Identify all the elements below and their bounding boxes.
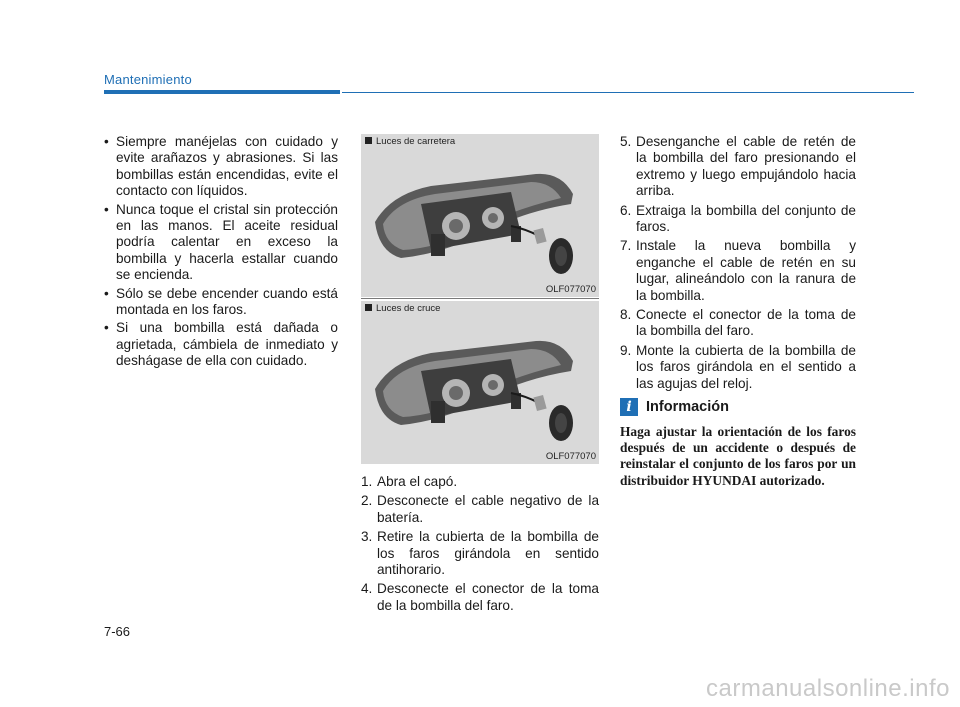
info-header [620,398,856,416]
step-text: Desconecte el cable negativo de la batería. [377,493,599,525]
step-text: Instale la nueva bombilla y enganche el cable de retén en su lugar, alineándolo con la ranura de la bombilla. [636,238,856,303]
step-number: 4. [361,581,373,597]
step-text: Desenganche el cable de retén de la bombilla del faro presionando el extremo y luego empujándolo hacia arriba. [636,134,856,199]
step-item [620,343,856,392]
left-column [104,134,338,372]
step-number: 8. [620,307,632,323]
list-item: • Nunca toque el cristal sin protección en las manos. El aceite residual podría calentar en exceso la bombilla y hacerla estallar cuando se encienda. [104,201,338,283]
square-bullet-icon [365,304,372,311]
step-item [361,581,599,614]
step-item [620,203,856,236]
step-text: Abra el capó. [377,474,458,489]
headlamp-illustration [361,301,599,464]
step-number: 7. [620,238,632,254]
bullet-text: Siempre manéjelas con cuidado y evite arañazos y abrasiones. Si las bombillas están encendidas, evite el contacto con líquidos. [116,134,338,199]
bullet-text: Si una bombilla está dañada o agrietada, cámbiela de inmediato y deshágase de ella con cuidado. [116,320,338,369]
step-item [361,493,599,526]
square-bullet-icon [365,137,372,144]
list-item: • Sólo se debe encender cuando está montada en los faros. [104,285,338,318]
list-item: • Siempre manéjelas con cuidado y evite arañazos y abrasiones. Si las bombillas están encendidas, evite el contacto con líquidos. [104,134,338,199]
section-title: Mantenimiento [104,72,192,87]
header-rule-thin [342,92,914,93]
step-number: 6. [620,202,632,218]
figure-label-text: Luces de carretera [376,136,456,147]
page-number: 7-66 [104,624,131,639]
info-icon: i [620,398,638,416]
info-title: Información [646,399,729,415]
step-number: 1. [361,474,373,489]
step-item [620,238,856,304]
step-item [361,474,599,490]
figure-high-beam [361,134,599,297]
bullet-text: Nunca toque el cristal sin protección en las manos. El aceite residual podría calentar en exceso la bombilla y hacerla estallar cuando se encienda. [116,201,338,283]
step-item [620,307,856,340]
headlamp-illustration [361,134,599,297]
figure-code: OLF077070 [545,451,596,462]
step-number: 2. [361,493,373,509]
step-number: 9. [620,342,632,358]
step-text: Retire la cubierta de la bombilla de los faros girándola en sentido antihorario. [377,529,599,578]
header-rule-thick [104,90,340,94]
step-text: Conecte el conector de la toma de la bombilla del faro. [636,307,856,339]
right-steps [620,134,856,395]
step-item [361,529,599,578]
bullet-text: Sólo se debe encender cuando está montada en los faros. [116,285,338,318]
step-text: Desconecte el conector de la toma de la bombilla del faro. [377,581,599,613]
step-text: Extraiga la bombilla del conjunto de faros. [636,202,856,235]
middle-steps [361,474,599,617]
figure-label [365,303,440,314]
step-number: 3. [361,529,373,545]
figure-divider [361,298,599,299]
figure-low-beam [361,301,599,464]
figure-code: OLF077070 [545,284,596,295]
list-item: • Si una bombilla está dañada o agrietada, cámbiela de inmediato y deshágase de ella con cuidado. [104,320,338,369]
info-box [620,398,856,489]
watermark: carmanualsonline.info [706,675,950,702]
info-body: Haga ajustar la orientación de los faros después de un accidente o después de reinstalar el conjunto de los faros por un distribuidor HYUNDAI autorizado. [620,424,856,488]
step-item [620,134,856,200]
step-number: 5. [620,134,632,149]
figure-label-text: Luces de cruce [376,303,441,314]
step-text: Monte la cubierta de la bombilla de los faros girándola en el sentido a las agujas del reloj. [636,342,856,391]
figure-label [365,136,455,147]
